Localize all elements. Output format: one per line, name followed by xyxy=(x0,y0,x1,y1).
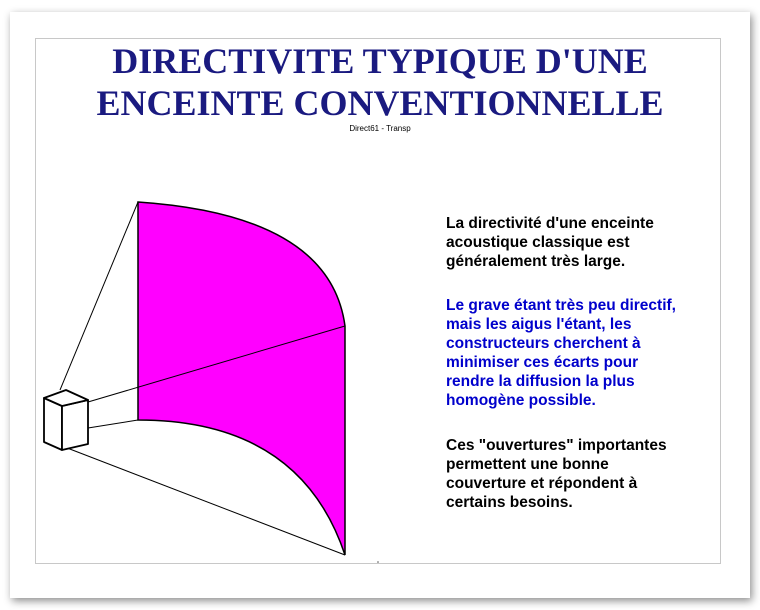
paragraph1-line: généralement très large. xyxy=(446,253,626,270)
paragraph-directivity xyxy=(446,214,716,271)
marker-dot xyxy=(377,561,379,563)
paragraph2-line: rendre la diffusion la plus xyxy=(446,373,635,390)
title-line-1: DIRECTIVITE TYPIQUE D'UNE xyxy=(112,41,648,81)
paragraph1-line: acoustique classique est xyxy=(446,234,630,251)
speaker-box-icon xyxy=(44,390,88,450)
paragraph3-line: permettent une bonne xyxy=(446,456,609,473)
paragraph2-line: homogène possible. xyxy=(446,392,596,409)
projection-line-top xyxy=(60,202,138,390)
paragraph-openings xyxy=(446,436,716,512)
paragraph3-line: couverture et répondent à xyxy=(446,475,638,492)
paragraph-bass-treble xyxy=(446,296,716,410)
paragraph2-line: mais les aigus l'étant, les xyxy=(446,316,632,333)
title-line-2: ENCEINTE CONVENTIONNELLE xyxy=(96,83,664,123)
paragraph2-line: minimiser ces écarts pour xyxy=(446,354,639,371)
paragraph2-line: Le grave étant très peu directif, xyxy=(446,297,676,314)
paragraph2-line: constructeurs cherchent à xyxy=(446,335,641,352)
projection-line-inner xyxy=(88,420,138,428)
paragraph3-line: certains besoins. xyxy=(446,494,573,511)
paragraph3-line: Ces "ouvertures" importantes xyxy=(446,437,667,454)
slide-subtitle: Direct61 - Transp xyxy=(349,124,411,133)
paragraph1-line: La directivité d'une enceinte xyxy=(446,215,654,232)
